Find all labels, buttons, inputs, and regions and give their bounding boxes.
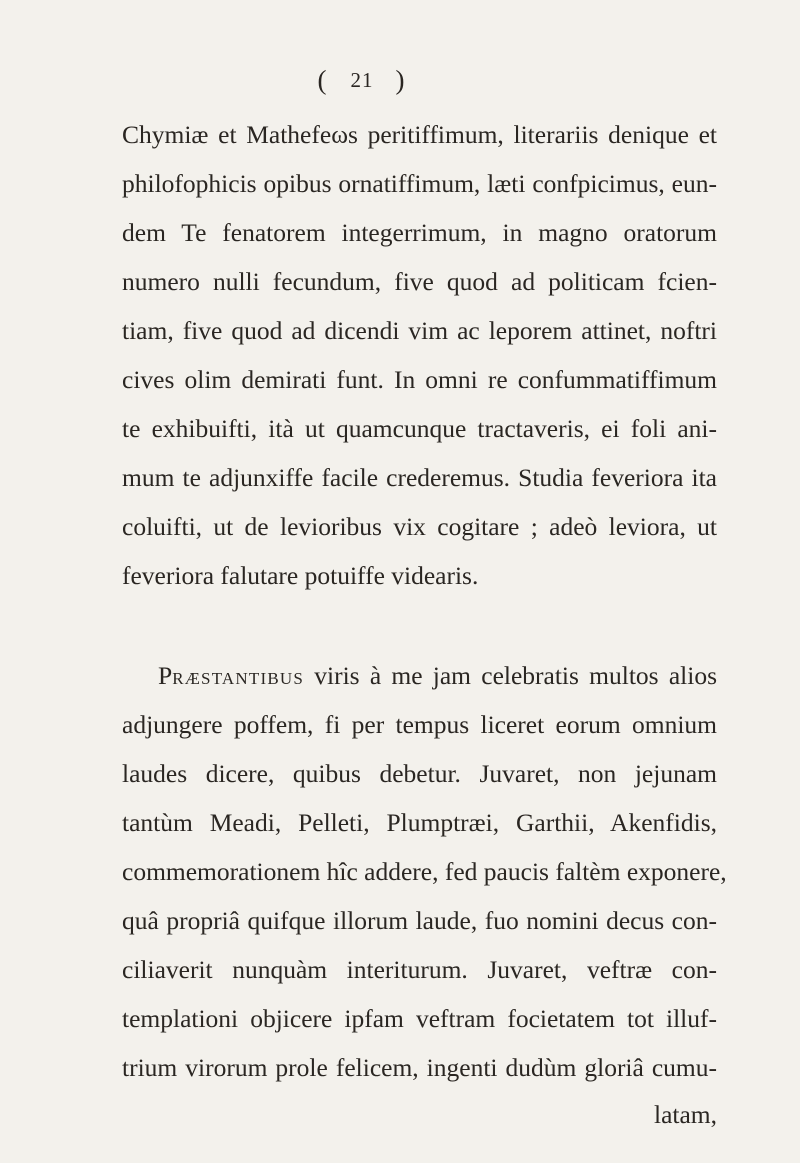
text-line: laudes dicere, quibus debetur. Juvaret, non jejunam (122, 759, 717, 788)
text-line: Chymiæ et Mathefeωs peritiffimum, literariis denique et (122, 120, 717, 149)
text-line-last: feveriora falutare potuiffe videaris. (122, 561, 479, 590)
text-line: tantùm Meadi, Pelleti, Plumptræi, Garthii, Akenfidis, (122, 808, 717, 837)
text-line: ciliaverit nunquàm interiturum. Juvaret, veftræ con- (122, 955, 717, 984)
text-line: tiam, five quod ad dicendi vim ac leporem attinet, noftri (122, 316, 717, 345)
opening-line (158, 658, 717, 697)
text-line: te exhibuifti, ità ut quamcunque tractaveris, ei foli ani- (122, 414, 717, 443)
text-line: commemorationem hîc addere, fed paucis faltèm exponere, (122, 857, 727, 886)
text-line: cives olim demirati funt. In omni re confummatiffimum (122, 365, 717, 394)
page-number (0, 62, 762, 98)
page-number-value: 21 (350, 68, 374, 92)
open-paren: ( (317, 65, 329, 95)
catchword: latam, (653, 1100, 717, 1129)
text-line: templationi objicere ipfam veftram focietatem tot illuf- (122, 1004, 717, 1033)
opening-smallcaps: RÆSTANTIBUS (172, 669, 304, 688)
text-line: philofophicis opibus ornatiffimum, læti confpicimus, eun- (122, 169, 717, 198)
text-line: adjungere poffem, fi per tempus liceret eorum omnium (122, 710, 717, 739)
text-line: quâ propriâ quifque illorum laude, fuo nomini decus con- (122, 906, 717, 935)
text-line: mum te adjunxiffe facile crederemus. Studia feveriora ita (122, 463, 717, 492)
opening-line-rest: viris à me jam celebratis multos alios (314, 661, 718, 690)
text-line: numero nulli fecundum, five quod ad politicam fcien- (122, 267, 717, 296)
opening-initial: P (158, 661, 173, 690)
text-line: dem Te fenatorem integerrimum, in magno oratorum (122, 218, 717, 247)
text-line: coluifti, ut de levioribus vix cogitare ; adeò leviora, ut (122, 512, 717, 541)
text-line: trium virorum prole felicem, ingenti dudùm gloriâ cumu- (122, 1053, 717, 1082)
close-paren: ) (395, 65, 407, 95)
